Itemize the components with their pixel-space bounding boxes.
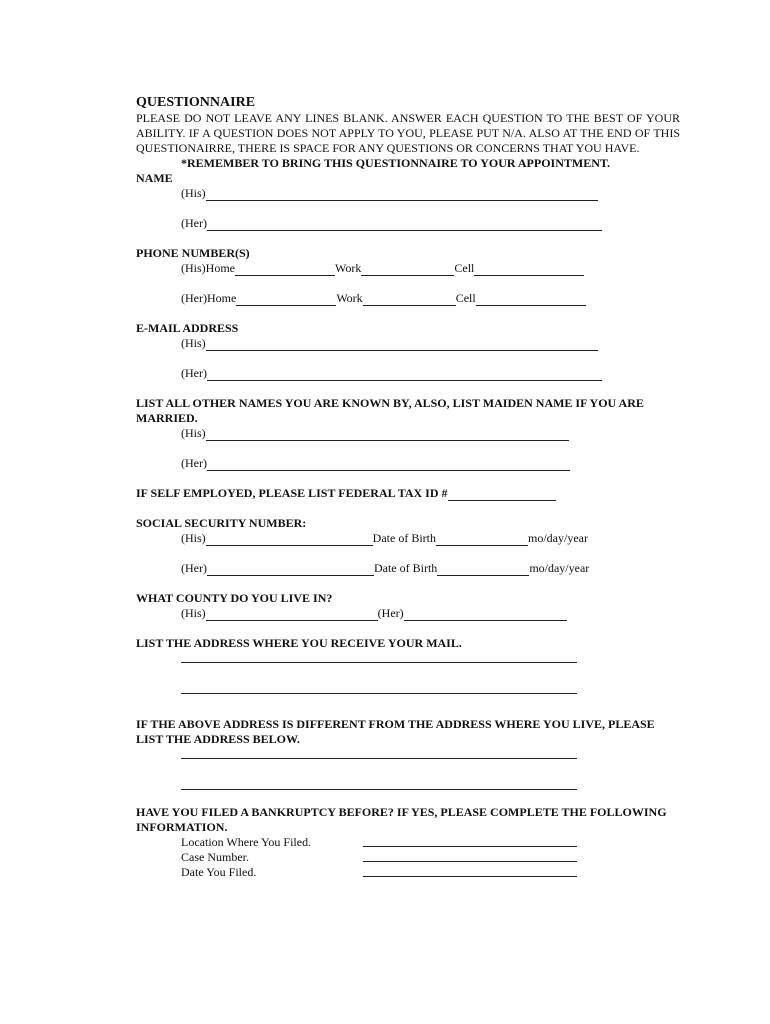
her-other-names-row (181, 456, 680, 471)
her-county-label: (Her) (377, 606, 404, 620)
his-cell-label: Cell (454, 261, 475, 275)
his-other-names-row (181, 426, 680, 441)
her-home-label: (Her)Home (181, 291, 237, 305)
his-email-field[interactable] (206, 339, 598, 351)
mail-address-line-2[interactable] (181, 682, 577, 694)
bankruptcy-heading: HAVE YOU FILED A BANKRUPTCY BEFORE? IF YES, PLEASE COMPLETE THE FOLLOWING INFORMATION. (136, 805, 667, 834)
live-address-line-2[interactable] (181, 778, 577, 790)
mail-address-line-1[interactable] (181, 651, 577, 663)
county-row (181, 606, 680, 621)
ssn-heading: SOCIAL SECURITY NUMBER: (136, 516, 307, 530)
his-ssn-field[interactable] (206, 534, 373, 546)
his-other-names-field[interactable] (206, 429, 569, 441)
bankruptcy-case-row (181, 850, 680, 865)
her-work-label: Work (336, 291, 363, 305)
live-address-fields (181, 747, 680, 790)
his-cell-phone-field[interactable] (474, 264, 584, 276)
live-address-heading: IF THE ABOVE ADDRESS IS DIFFERENT FROM THE ADDRESS WHERE YOU LIVE, PLEASE LIST THE ADDRESS BELOW. (136, 717, 655, 746)
her-phone-row (181, 291, 680, 306)
page-title: QUESTIONNAIRE (136, 95, 256, 110)
his-dob-format: mo/day/year (528, 531, 588, 545)
her-cell-phone-field[interactable] (476, 294, 586, 306)
her-ssn-row (181, 561, 680, 576)
name-heading: NAME (136, 171, 173, 185)
her-ssn-label: (Her) (181, 561, 207, 575)
her-other-names-field[interactable] (207, 459, 570, 471)
county-heading: WHAT COUNTY DO YOU LIVE IN? (136, 591, 333, 605)
her-work-phone-field[interactable] (363, 294, 456, 306)
his-ssn-row (181, 531, 680, 546)
her-email-label: (Her) (181, 366, 207, 380)
instructions: PLEASE DO NOT LEAVE ANY LINES BLANK. ANSWER EACH QUESTION TO THE BEST OF YOUR ABILITY. IF A QUESTION DOES NOT APPLY TO YOU, PLEASE PUT N/A. ALSO AT THE END OF THIS QUESTIONAIRRE, THERE IS SPACE FOR ANY QUESTIONS OR CONCERNS THAT YOU HAVE. (136, 111, 680, 155)
bankruptcy-location-row (181, 835, 680, 850)
her-county-field[interactable] (404, 609, 567, 621)
his-name-field[interactable] (206, 189, 598, 201)
phone-heading: PHONE NUMBER(S) (136, 246, 250, 260)
his-dob-label: Date of Birth (372, 531, 436, 545)
his-label: (His) (181, 186, 206, 200)
date-filed-field[interactable] (363, 865, 577, 877)
case-number-field[interactable] (363, 850, 577, 862)
his-dob-field[interactable] (436, 534, 528, 546)
tax-id-heading: IF SELF EMPLOYED, PLEASE LIST FEDERAL TAX ID # (136, 486, 448, 500)
her-ssn-field[interactable] (207, 564, 374, 576)
his-other-label: (His) (181, 426, 206, 440)
his-home-phone-field[interactable] (235, 264, 335, 276)
her-home-phone-field[interactable] (236, 294, 336, 306)
his-ssn-label: (His) (181, 531, 206, 545)
his-name-row (181, 186, 680, 201)
tax-id-field[interactable] (448, 489, 556, 501)
her-name-row (181, 216, 680, 231)
tax-id-row (136, 486, 680, 501)
his-phone-row (181, 261, 680, 276)
his-home-label: (His)Home (181, 261, 235, 275)
form-content (136, 94, 680, 880)
his-county-field[interactable] (206, 609, 378, 621)
email-heading: E-MAIL ADDRESS (136, 321, 239, 335)
her-cell-label: Cell (455, 291, 476, 305)
location-label: Location Where You Filed. (181, 835, 312, 849)
mail-address-fields (181, 651, 680, 694)
his-email-label: (His) (181, 336, 206, 350)
his-county-label: (His) (181, 606, 206, 620)
other-names-heading: LIST ALL OTHER NAMES YOU ARE KNOWN BY, ALSO, LIST MAIDEN NAME IF YOU ARE MARRIED. (136, 396, 644, 425)
his-work-phone-field[interactable] (361, 264, 454, 276)
his-email-row (181, 336, 680, 351)
live-address-line-1[interactable] (181, 747, 577, 759)
his-work-label: Work (335, 261, 362, 275)
mail-address-heading: LIST THE ADDRESS WHERE YOU RECEIVE YOUR MAIL. (136, 636, 462, 650)
her-email-field[interactable] (207, 369, 602, 381)
her-label: (Her) (181, 216, 207, 230)
her-name-field[interactable] (207, 219, 602, 231)
reminder-note: *REMEMBER TO BRING THIS QUESTIONNAIRE TO YOUR APPOINTMENT. (181, 156, 610, 170)
case-number-label: Case Number. (181, 850, 249, 864)
her-email-row (181, 366, 680, 381)
her-other-label: (Her) (181, 456, 207, 470)
her-dob-format: mo/day/year (529, 561, 590, 575)
her-dob-label: Date of Birth (373, 561, 438, 575)
date-filed-label: Date You Filed. (181, 865, 257, 879)
location-field[interactable] (363, 835, 577, 847)
bankruptcy-date-row (181, 865, 680, 880)
her-dob-field[interactable] (437, 564, 529, 576)
